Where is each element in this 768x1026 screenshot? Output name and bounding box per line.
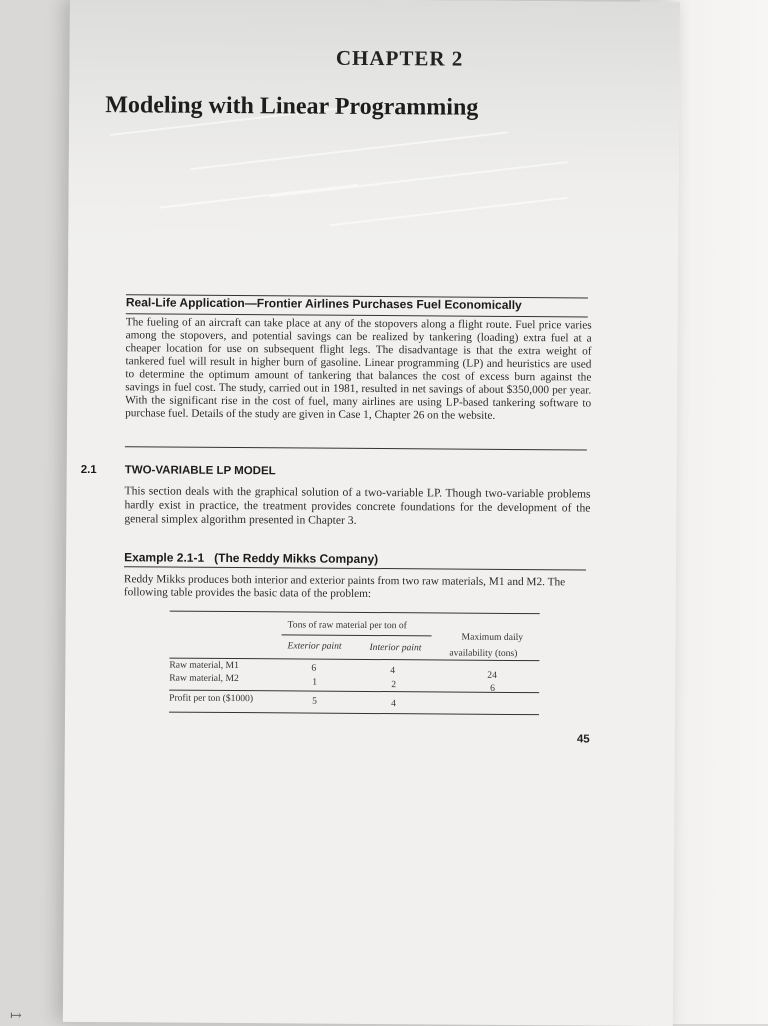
chapter-title: Modeling with Linear Programming [105,92,479,121]
table-top-rule [170,611,540,615]
page-corner-mark: ↦ [10,1009,22,1024]
application-box-body: The fueling of an aircraft can take place at any of the stopovers along a flight route. Fuel price varies among the stopovers, and potential savings can be realized by tankering (loading) extra fuel at a cheaper location for use on subsequent flight legs. The disadvantage is that the extra weight of tankered fuel will result in higher burn of gasoline. Linear programming (LP) and heuristics are used to determine the optimum amount of tankering that balances the cost of excess burn against the savings in fuel cost. The study, carried out in 1981, resulted in net savings of about $350,000 per year. With the significant rise in the cost of fuel, many airlines are using LP-based tankering software to purchase fuel. Details of the study are given in Case 1, Chapter 26 on the website. [125,316,592,422]
book-page [63,0,680,1026]
section-number: 2.1 [80,463,97,477]
chapter-label: CHAPTER 2 [335,45,464,71]
table-col-max-line1: Maximum daily [461,631,524,644]
row-exterior: 5 [312,695,317,707]
row-label: Profit per ton ($1000) [169,692,254,705]
row-label: Raw material, M2 [169,672,239,685]
row-max: 24 [487,669,497,681]
row-interior: 4 [390,665,396,677]
table-group-rule [282,634,432,636]
example-label: Example 2.1-1 [124,550,205,565]
section-body: This section deals with the graphical solution of a two-variable LP. Though two-variable problems hardly exist in practice, the treatment provides concrete foundations for the development of the general simplex algorithm presented in Chapter 3. [124,484,591,527]
chapter-header-band [68,0,680,252]
row-exterior: 6 [311,662,317,674]
row-exterior: 1 [312,676,318,688]
table-col-exterior: Exterior paint [287,640,342,652]
example-heading [124,550,590,567]
row-interior: 4 [391,698,396,710]
box-bottom-rule [125,446,587,450]
row-max: 6 [490,682,496,694]
table-col-interior: Interior paint [369,641,422,654]
application-box-title: Real-Life Application—Frontier Airlines Purchases Fuel Economically [125,295,522,313]
section-title: TWO-VARIABLE LP MODEL [124,464,276,478]
table-group-header: Tons of raw material per ton of [287,619,407,632]
example-name: (The Reddy Mikks Company) [214,550,379,567]
table-bottom-rule [169,712,539,716]
row-label: Raw material, M1 [169,659,239,672]
page-number: 45 [576,733,590,746]
table-col-max-line2: availability (tons) [449,647,518,660]
row-interior: 2 [391,679,397,691]
data-table [169,611,540,710]
example-body: Reddy Mikks produces both interior and exterior paints from two raw materials, M1 and M2. The following table provides the basic data of the problem: [123,573,566,600]
